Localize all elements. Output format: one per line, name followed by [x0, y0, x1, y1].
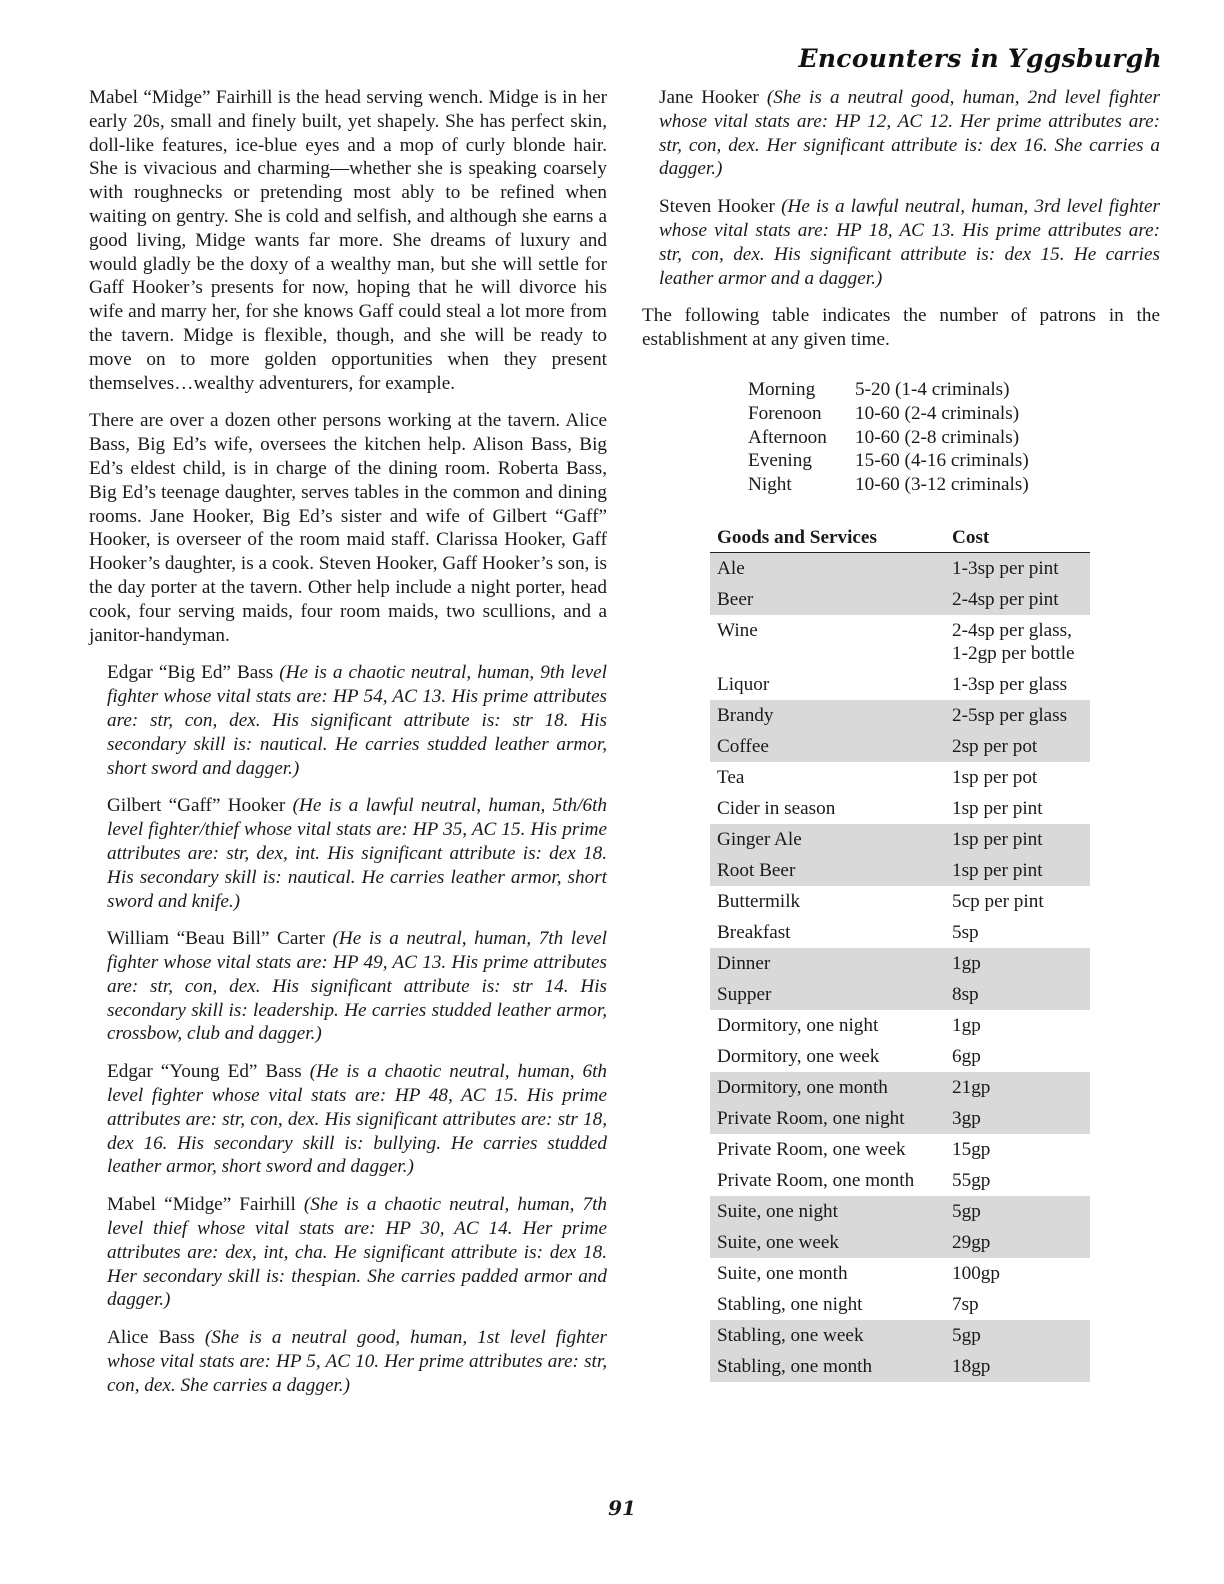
cost-value: 21gp — [952, 1076, 991, 1098]
patrons-row — [748, 378, 1029, 402]
item-cell: Tea — [717, 766, 745, 788]
cost-cell — [945, 700, 1090, 731]
cost-value: 1-3sp per glass — [952, 673, 1068, 695]
patrons-row — [748, 449, 1029, 473]
cost-cell — [945, 917, 1090, 948]
table-header-row — [710, 521, 1090, 553]
cost-cell — [945, 886, 1090, 917]
stat-block-gaff — [107, 794, 607, 913]
table-row — [710, 1103, 1090, 1134]
cost-value: 1sp per pint — [952, 859, 1043, 881]
cost-value: 1gp — [952, 1014, 981, 1036]
cost-value: 15gp — [952, 1138, 991, 1160]
table-row — [710, 1227, 1090, 1258]
item-cell: Private Room, one month — [717, 1169, 915, 1191]
item-cell: Dinner — [710, 948, 945, 979]
cost-value: 1-3sp per pint — [952, 557, 1059, 579]
cost-cell — [945, 1196, 1090, 1227]
stat-block-stats: (He is a chaotic neutral, human, 9th level fighter whose vital stats are: HP 54, AC 13. His prime attributes are: str, con, dex. His significant attribute is: str 18. His secondary skill is: nautical. He carries studded leather armor, short sword and dagger.) — [107, 662, 607, 779]
cost-value: 8sp — [952, 983, 979, 1005]
cost-cell — [945, 948, 1090, 979]
table-row — [710, 793, 1090, 824]
cost-value: 3gp — [952, 1107, 981, 1129]
stat-block-name: William “Beau Bill” Carter — [107, 928, 325, 950]
item-cell: Coffee — [710, 731, 945, 762]
patrons-row — [748, 426, 1029, 450]
cost-cell — [945, 669, 1090, 700]
cost-value: 5cp per pint — [952, 890, 1044, 912]
cost-cell — [945, 1072, 1090, 1103]
cost-value: 29gp — [952, 1231, 991, 1253]
item-cell: Dormitory, one month — [710, 1072, 945, 1103]
table-row — [710, 731, 1090, 762]
page-number: 91 — [608, 1496, 636, 1520]
time-of-day: Morning — [748, 378, 816, 400]
patron-count: 10-60 (2-8 criminals) — [855, 426, 1020, 448]
stat-block-stats: (She is a chaotic neutral, human, 7th level thief whose vital stats are: HP 30, AC 14. Her prime attributes are: dex, int, cha. He significant attribute is: dex 18. Her secondary skill is: thespian. She carries padded armor and dagger.) — [107, 1194, 607, 1311]
cost-value: 55gp — [952, 1169, 991, 1191]
table-row — [710, 1289, 1090, 1320]
table-row — [710, 1010, 1090, 1041]
time-of-day: Night — [748, 474, 792, 496]
cost-cell — [945, 1258, 1090, 1289]
stat-block-name: Gilbert “Gaff” Hooker — [107, 795, 286, 817]
stat-block-stats: (He is a lawful neutral, human, 5th/6th level fighter/thief whose vital stats are: HP 35, AC 15. His prime attributes are: str, dex, int. His significant attribute is: dex 18. His secondary skill is: nautical. He carries leather armor, short sword and knife.) — [107, 795, 607, 912]
cost-value-secondary: 1-2gp per bottle — [952, 642, 1075, 664]
cost-value: 5gp — [952, 1200, 981, 1222]
table-row — [710, 584, 1090, 615]
table-row — [710, 552, 1090, 584]
table-row — [710, 700, 1090, 731]
cost-cell — [945, 793, 1090, 824]
stat-block-stats: (He is a lawful neutral, human, 3rd level fighter whose vital stats are: HP 18, AC 13. His prime attributes are: str, con, dex. His significant attribute is: dex 15. He carries leather armor and a dagger.) — [659, 196, 1160, 289]
item-cell: Stabling, one week — [710, 1320, 945, 1351]
cost-cell — [945, 1227, 1090, 1258]
patron-count: 5-20 (1-4 criminals) — [855, 378, 1010, 400]
stat-block-stats: (He is a neutral, human, 7th level fighter whose vital stats are: HP 49, AC 13. His prime attributes are: str, con, dex. His significant attribute is: str 14. His secondary skill is: leadership. He carries studded leather armor, crossbow, club and dagger.) — [107, 928, 608, 1045]
item-cell: Suite, one night — [710, 1196, 945, 1227]
table-row — [710, 1351, 1090, 1382]
stat-block-stats: (She is a neutral good, human, 1st level fighter whose vital stats are: HP 5, AC 10. Her prime attributes are: str, con, dex. She carries a dagger.) — [107, 1327, 607, 1396]
item-cell: Suite, one week — [710, 1227, 945, 1258]
stat-block-steven — [659, 195, 1160, 290]
stat-block-stats: (He is a chaotic neutral, human, 6th level fighter whose vital stats are: HP 48, AC 15. His prime attributes are: str, con, dex. His significant attributes are: str 18, dex 16. His secondary skill is: bullying. He carries studded leather armor, short sword and dagger.) — [107, 1061, 608, 1178]
cost-value: 1sp per pot — [952, 766, 1038, 788]
midge-description: Mabel “Midge” Fairhill is the head serving wench. Midge is in her early 20s, small and finely built, yet shapely. She has perfect skin, doll-like features, ice-blue eyes and a mop of curly blonde hair. She is vivacious and charming—whether she is speaking coarsely with roughnecks or pretending most ably to be refined when waiting on gentry. She is cold and selfish, and although she earns a good living, Midge wants far more. She dreams of luxury and would gladly be the doxy of a wealthy man, but she will settle for Gaff Hooker’s presents for now, hoping that he will divorce his wife and marry her, for she knows Gaff could steal a lot more from the tavern. Midge is flexible, though, and she will be ready to move on to more golden opportunities when they present themselves…wealthy adventurers, for example. — [89, 87, 607, 394]
stat-block-name: Steven Hooker — [659, 196, 775, 218]
item-cell: Ginger Ale — [710, 824, 945, 855]
table-row — [710, 1134, 1090, 1165]
item-cell: Buttermilk — [717, 890, 801, 912]
item-cell: Cider in season — [717, 797, 836, 819]
item-cell: Dormitory, one night — [717, 1014, 879, 1036]
table-row — [710, 762, 1090, 793]
table-row — [710, 886, 1090, 917]
table-row — [710, 1258, 1090, 1289]
stat-block-midge — [107, 1193, 607, 1312]
cost-value: 1sp per pint — [952, 828, 1043, 850]
cost-cell — [945, 1289, 1090, 1320]
patrons-row — [748, 473, 1029, 497]
cost-cell — [945, 615, 1090, 669]
item-cell: Liquor — [717, 673, 770, 695]
cost-cell — [945, 1041, 1090, 1072]
cost-cell — [945, 855, 1090, 886]
stat-block-name: Jane Hooker — [659, 87, 759, 108]
table-row — [710, 1165, 1090, 1196]
item-cell: Private Room, one week — [717, 1138, 906, 1160]
item-cell: Supper — [710, 979, 945, 1010]
table-row — [710, 1041, 1090, 1072]
item-cell: Dormitory, one week — [717, 1045, 880, 1067]
table-row — [710, 855, 1090, 886]
table-row — [710, 1072, 1090, 1103]
left-column — [89, 86, 607, 1412]
right-column — [642, 86, 1160, 1382]
table-row — [710, 824, 1090, 855]
time-of-day: Evening — [748, 450, 812, 472]
patron-count: 15-60 (4-16 criminals) — [855, 450, 1029, 472]
item-cell: Beer — [710, 584, 945, 615]
stat-block-stats: (She is a neutral good, human, 2nd level fighter whose vital stats are: HP 12, AC 12. Her prime attributes are: str, con, dex. Her significant attribute is: dex 16. She carries a dagger.) — [659, 87, 1160, 180]
item-cell: Stabling, one month — [710, 1351, 945, 1382]
item-cell: Brandy — [710, 700, 945, 731]
table-row — [710, 669, 1090, 700]
cost-cell — [945, 1320, 1090, 1351]
table-row — [710, 1320, 1090, 1351]
item-cell: Root Beer — [710, 855, 945, 886]
cost-cell — [945, 1010, 1090, 1041]
cost-value: 100gp — [952, 1262, 1000, 1284]
tavern-staff-paragraph: There are over a dozen other persons working at the tavern. Alice Bass, Big Ed’s wife, oversees the kitchen help. Alison Bass, Big Ed’s eldest child, is in charge of the dining room. Roberta Bass, Big Ed’s teenage daughter, serves tables in the common and dining rooms. Jane Hooker, Big Ed’s sister and wife of Gilbert “Gaff” Hooker, is overseer of the room maid staff. Clarissa Hooker, Gaff Hooker’s daughter, is a cook. Steven Hooker, Gaff Hooker’s son, is the day porter at the tavern. Other help include a night porter, head cook, four serving maids, four room maids, two scullions, and a janitor-handyman. — [89, 410, 607, 646]
cost-value: 7sp — [952, 1293, 979, 1315]
stat-block-name: Alice Bass — [107, 1327, 195, 1349]
cost-cell — [945, 979, 1090, 1010]
cost-value: 1sp per pint — [952, 797, 1043, 819]
patron-count: 10-60 (2-4 criminals) — [855, 402, 1020, 424]
patrons-table — [748, 378, 1029, 497]
stat-block-name: Mabel “Midge” Fairhill — [107, 1194, 296, 1216]
cost-value: 18gp — [952, 1355, 991, 1377]
cost-value: 1gp — [952, 952, 981, 974]
stat-block-beau-bill — [107, 927, 607, 1046]
cost-cell — [945, 1134, 1090, 1165]
cost-value: 2-5sp per glass — [952, 704, 1068, 726]
table-row — [710, 979, 1090, 1010]
item-cell: Suite, one month — [717, 1262, 848, 1284]
stat-block-jane — [659, 86, 1160, 181]
item-cell: Breakfast — [717, 921, 791, 943]
stat-block-name: Edgar “Young Ed” Bass — [107, 1061, 302, 1083]
cost-value: 2-4sp per glass, — [952, 619, 1072, 641]
cost-cell — [945, 762, 1090, 793]
stat-block-name: Edgar “Big Ed” Bass — [107, 662, 274, 684]
item-cell: Ale — [710, 552, 945, 584]
stat-block-alice — [107, 1326, 607, 1397]
cost-value: 2-4sp per pint — [952, 588, 1059, 610]
item-cell: Private Room, one night — [710, 1103, 945, 1134]
item-cell: Stabling, one night — [717, 1293, 863, 1315]
time-of-day: Afternoon — [748, 426, 827, 448]
cost-value: 2sp per pot — [952, 735, 1038, 757]
stat-block-big-ed — [107, 661, 607, 780]
table-row — [710, 1196, 1090, 1227]
table-row — [710, 615, 1090, 669]
column-header-cost: Cost — [945, 521, 1090, 553]
patrons-row — [748, 402, 1029, 426]
cost-cell — [945, 1351, 1090, 1382]
table-row — [710, 917, 1090, 948]
cost-cell — [945, 1103, 1090, 1134]
cost-cell — [945, 552, 1090, 584]
cost-cell — [945, 824, 1090, 855]
patrons-intro: The following table indicates the number of patrons in the establishment at any given time. — [642, 305, 1160, 351]
cost-value: 5sp — [952, 921, 979, 943]
table-row — [710, 948, 1090, 979]
item-cell: Wine — [717, 619, 758, 641]
cost-cell — [945, 1165, 1090, 1196]
patron-count: 10-60 (3-12 criminals) — [855, 474, 1029, 496]
time-of-day: Forenoon — [748, 402, 822, 424]
cost-cell — [945, 731, 1090, 762]
column-header-goods: Goods and Services — [710, 521, 945, 553]
running-title: Encounters in Yggsburgh — [798, 44, 1162, 73]
cost-cell — [945, 584, 1090, 615]
cost-value: 5gp — [952, 1324, 981, 1346]
stat-block-young-ed — [107, 1060, 607, 1179]
cost-value: 6gp — [952, 1045, 981, 1067]
goods-services-table — [710, 521, 1090, 1382]
